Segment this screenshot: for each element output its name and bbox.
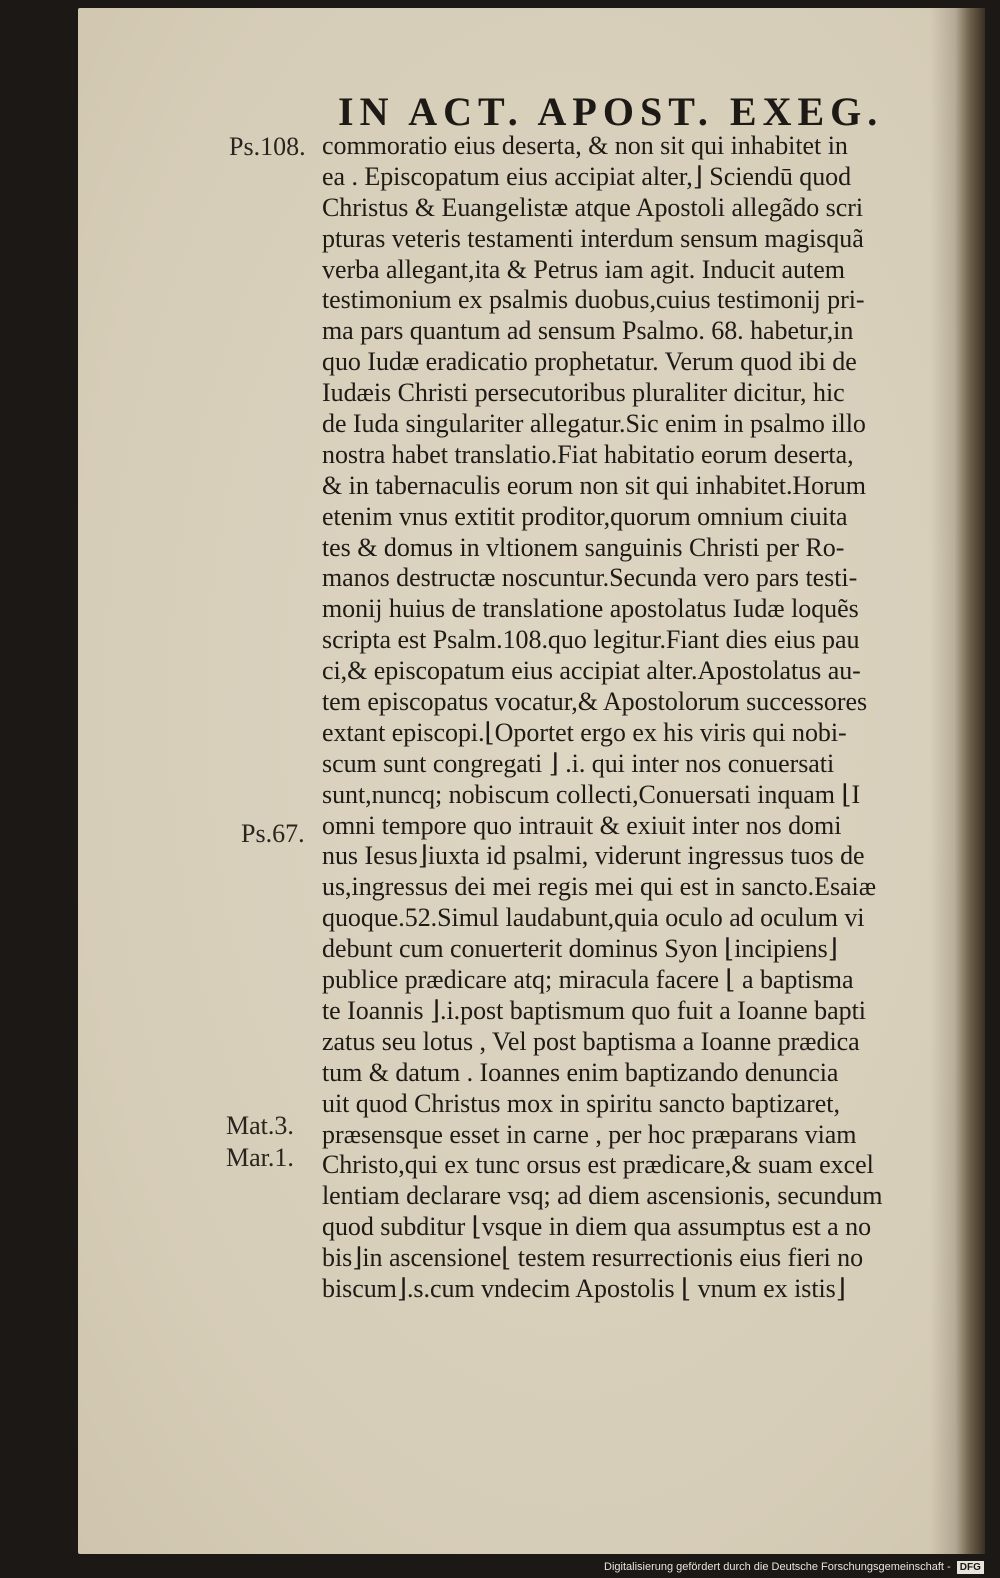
text-line: biscum⌋.s.cum vndecim Apostolis ⌊ vnum ex istis⌋ [322, 1273, 846, 1303]
text-line: uit quod Christus mox in spiritu sancto baptizaret, [322, 1088, 840, 1118]
text-line: debunt cum conuerterit dominus Syon ⌊incipiens⌋ [322, 934, 838, 964]
text-line: extant episcopi.⌊Oportet ergo ex his viris qui nobi- [322, 717, 847, 747]
digitization-footer [604, 1558, 996, 1576]
text-line: omni tempore quo intrauit & exiuit inter nos domi [322, 810, 842, 840]
text-line: Christo,qui ex tunc orsus est prædicare,& suam excel [322, 1150, 874, 1180]
text-line: bis⌋in ascensione⌊ testem resurrectionis eius fieri no [322, 1243, 864, 1273]
text-line: Iudæis Christi persecutoribus pluraliter dicitur, hic [322, 378, 845, 408]
text-line: commoratio eius deserta, & non sit qui inhabitet in [322, 131, 848, 160]
text-line: testimonium ex psalmis duobus,cuius testimonij pri- [322, 285, 865, 315]
text-line: nus Iesus⌋iuxta id psalmi, viderunt ingressus tuos de [322, 841, 865, 871]
text-line: tum & datum . Ioannes enim baptizando denuncia [322, 1057, 839, 1087]
footer-text: Digitalisierung gefördert durch die Deutsche Forschungsgemeinschaft - [604, 1561, 951, 1573]
text-line: ea . Episcopatum eius accipiat alter,⌋ Sciendū quod [322, 161, 852, 191]
text-line: scripta est Psalm.108.quo legitur.Fiant dies eius pau [322, 625, 860, 655]
dfg-logo: DFG [957, 1561, 984, 1574]
text-line: monij huius de translatione apostolatus Iudæ loquẽs [322, 594, 859, 624]
text-line: pturas veteris testamenti interdum sensum magisquã [322, 223, 864, 253]
text-line: Christus & Euangelistæ atque Apostoli allegãdo scri [322, 192, 864, 222]
text-line: præsensque esset in carne , per hoc præparans viam [322, 1119, 857, 1149]
text-line: quoque.52.Simul laudabunt,quia oculo ad oculum vi [322, 903, 865, 933]
text-line: verba allegant,ita & Petrus iam agit. Inducit autem [322, 254, 845, 284]
text-line: zatus seu lotus , Vel post baptisma a Ioanne prædica [322, 1026, 860, 1056]
margin-note-mat3: Mat.3. [226, 1111, 294, 1140]
text-line: etenim vnus extitit proditor,quorum omnium ciuita [322, 501, 848, 531]
text-line: us,ingressus dei mei regis mei qui est in sancto.Esaiæ [322, 872, 877, 902]
text-line: manos destructæ noscuntur.Secunda vero pars testi- [322, 563, 858, 593]
text-line: quo Iudæ eradicatio prophetatur. Verum quod ibi de [322, 347, 857, 377]
text-line: scum sunt congregati ⌋ .i. qui inter nos conuersati [322, 748, 835, 778]
text-line: lentiam declarare vsq; ad diem ascensionis, secundum [322, 1181, 883, 1211]
margin-note-ps108: Ps.108. [229, 132, 306, 161]
text-line: de Iuda singulariter allegatur.Sic enim in psalmo illo [322, 409, 866, 439]
running-head: IN ACT. APOST. EXEG. [338, 89, 884, 134]
text-line: tem episcopatus vocatur,& Apostolorum successores [322, 687, 868, 717]
margin-note-mar1: Mar.1. [226, 1143, 294, 1172]
text-line: & in tabernaculis eorum non sit qui inhabitet.Horum [322, 470, 866, 500]
text-line: tes & domus in vltionem sanguinis Christi per Ro- [322, 532, 845, 562]
text-line: sunt,nuncq; nobiscum collecti,Conuersati inquam ⌊I [322, 779, 861, 809]
text-line: ma pars quantum ad sensum Psalmo. 68. habetur,in [322, 316, 854, 346]
text-line: ci,& episcopatum eius accipiat alter.Apostolatus au- [322, 656, 861, 686]
text-line: quod subditur ⌊vsque in diem qua assumptus est a no [322, 1212, 872, 1242]
margin-note-ps67: Ps.67. [241, 819, 305, 848]
text-line: publice prædicare atq; miracula facere ⌊ a baptisma [322, 965, 854, 995]
text-line: te Ioannis ⌋.i.post baptismum quo fuit a Ioanne bapti [322, 995, 866, 1025]
text-line: nostra habet translatio.Fiat habitatio eorum deserta, [322, 439, 854, 469]
body-text-block [322, 131, 972, 1305]
